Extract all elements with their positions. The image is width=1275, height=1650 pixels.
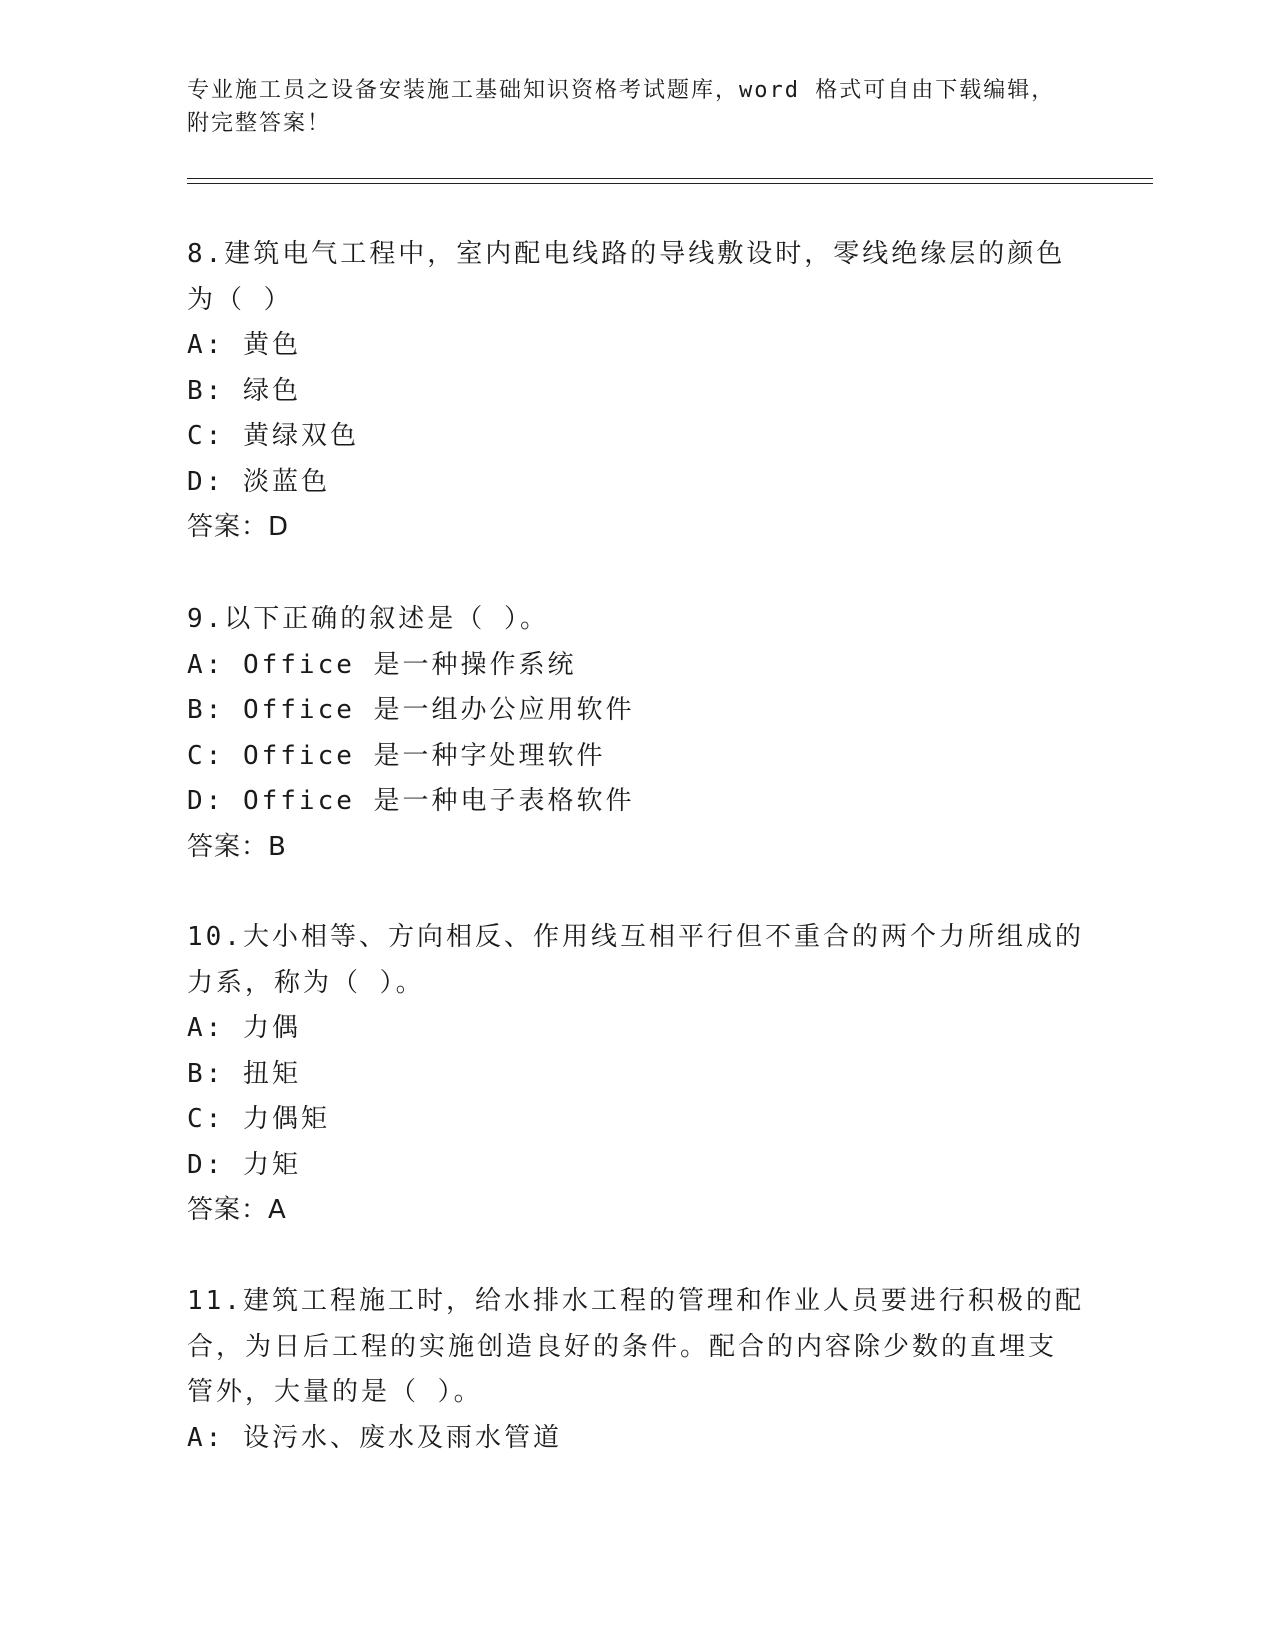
option-a: A: Office 是一种操作系统 bbox=[187, 649, 577, 680]
question-11 bbox=[187, 1279, 1087, 1461]
option-a: A: 黄色 bbox=[187, 330, 301, 360]
question-9 bbox=[187, 597, 1087, 870]
question-10 bbox=[187, 915, 1087, 1234]
option-c: C: Office 是一种字处理软件 bbox=[187, 740, 606, 771]
document-header bbox=[187, 74, 1087, 140]
option-d: D: 淡蓝色 bbox=[187, 466, 330, 497]
question-text-line: 8.建筑电气工程中，室内配电线路的导线敷设时，零线绝缘层的颜色 bbox=[187, 239, 1066, 269]
option-a: A: 力偶 bbox=[187, 1013, 301, 1043]
question-text-line: 11.建筑工程施工时，给水排水工程的管理和作业人员要进行积极的配 bbox=[187, 1286, 1084, 1316]
answer: 答案：A bbox=[187, 1195, 287, 1225]
header-divider-bottom bbox=[187, 183, 1153, 184]
option-b: B: Office 是一组办公应用软件 bbox=[187, 695, 635, 725]
answer: 答案：B bbox=[187, 831, 287, 862]
option-a: A: 设污水、废水及雨水管道 bbox=[187, 1422, 562, 1453]
question-text-line: 管外，大量的是（ ）。 bbox=[187, 1377, 483, 1407]
question-text-line: 10.大小相等、方向相反、作用线互相平行但不重合的两个力所组成的 bbox=[187, 922, 1084, 952]
option-c: C: 力偶矩 bbox=[187, 1104, 330, 1134]
option-b: B: 绿色 bbox=[187, 375, 301, 406]
question-text-line: 9.以下正确的叙述是（ ）。 bbox=[187, 604, 549, 634]
option-b: B: 扭矩 bbox=[187, 1058, 301, 1089]
question-8 bbox=[187, 232, 1087, 551]
question-text-line: 合，为日后工程的实施创造良好的条件。配合的内容除少数的直埋支 bbox=[187, 1331, 1058, 1362]
header-line-1: 专业施工员之设备安装施工基础知识资格考试题库，word 格式可自由下载编辑， bbox=[187, 78, 1056, 103]
option-d: D: Office 是一种电子表格软件 bbox=[187, 786, 635, 816]
header-divider-top bbox=[187, 178, 1153, 179]
question-text-line: 力系，称为（ ）。 bbox=[187, 967, 425, 998]
option-c: C: 黄绿双色 bbox=[187, 421, 359, 451]
option-d: D: 力矩 bbox=[187, 1149, 301, 1180]
header-line-2: 附完整答案！ bbox=[187, 111, 332, 136]
answer: 答案：D bbox=[187, 512, 290, 542]
question-text-line: 为（ ） bbox=[187, 284, 293, 315]
